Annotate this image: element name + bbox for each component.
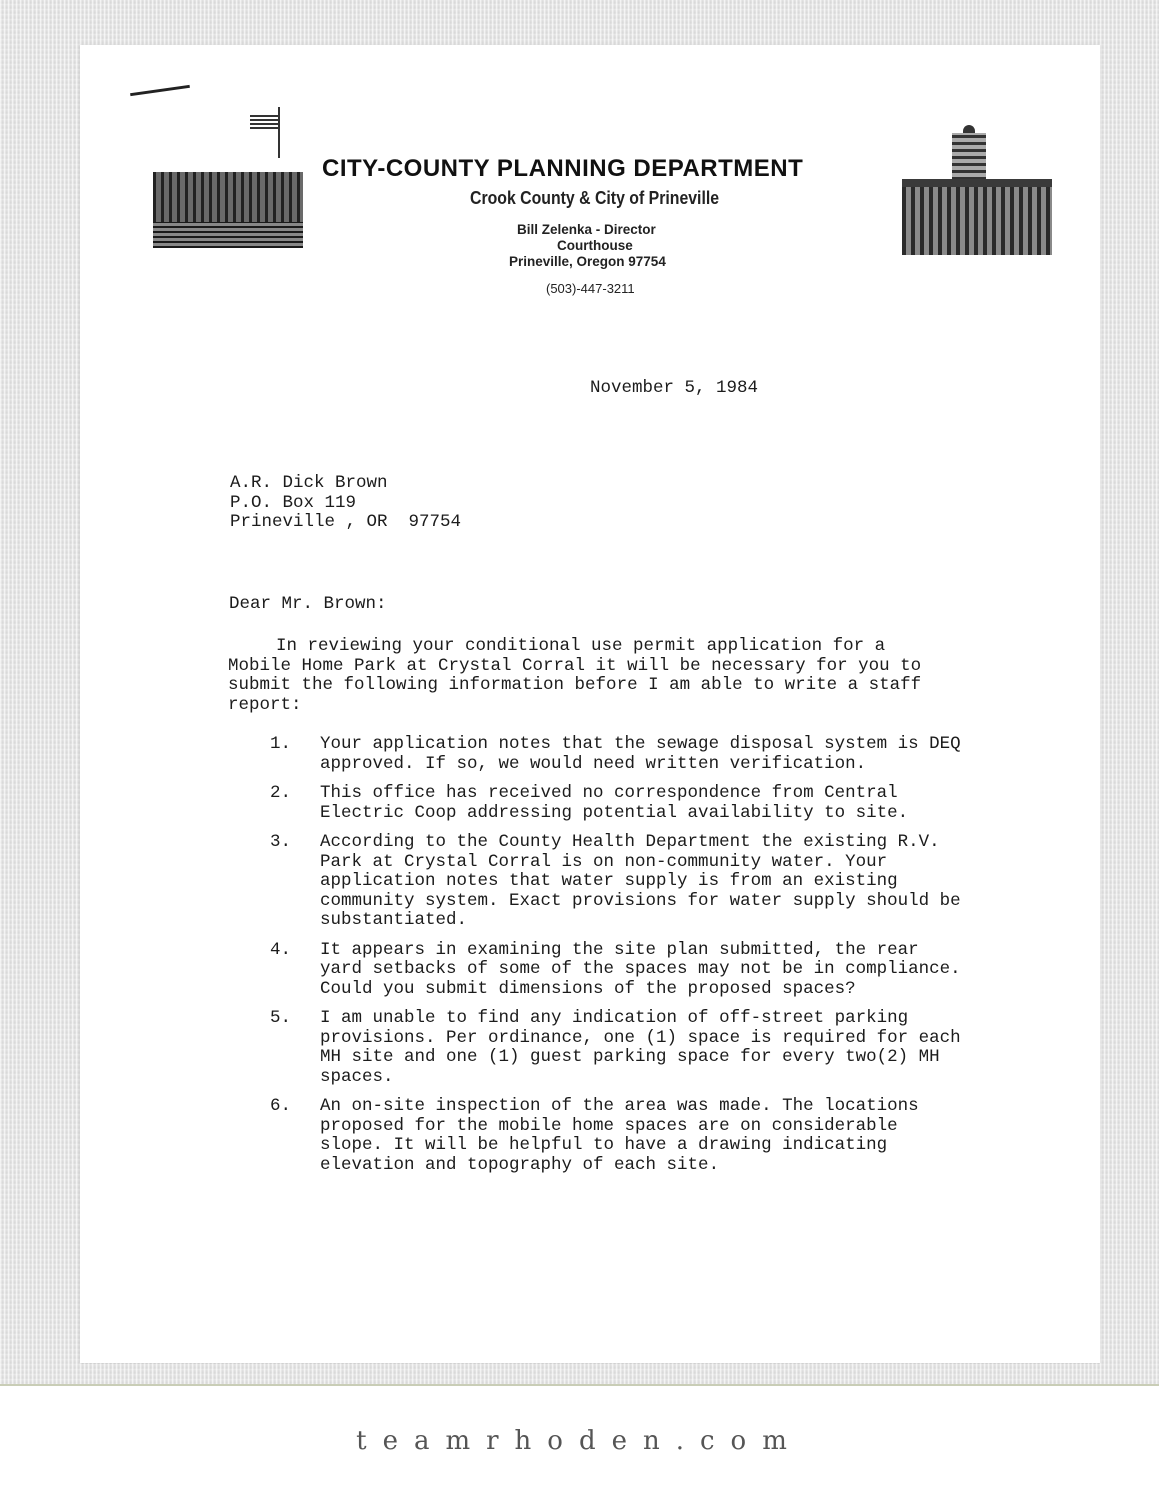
footer-divider bbox=[0, 1384, 1159, 1386]
item-number: 5. bbox=[270, 1008, 292, 1028]
department-subtitle: Crook County & City of Prineville bbox=[470, 188, 720, 208]
item-number: 2. bbox=[270, 783, 292, 803]
letter-date: November 5, 1984 bbox=[590, 378, 759, 398]
letter-page bbox=[80, 45, 1100, 1363]
department-title: CITY-COUNTY PLANNING DEPARTMENT bbox=[322, 155, 804, 182]
list-item bbox=[270, 784, 970, 823]
item-number: 1. bbox=[270, 734, 292, 754]
site-watermark: teamrhoden.com bbox=[356, 1426, 803, 1456]
director-line: Bill Zelenka - Director bbox=[517, 222, 656, 237]
address-line: Prineville , OR 97754 bbox=[230, 512, 462, 532]
address-line: A.R. Dick Brown bbox=[230, 473, 388, 493]
list-item bbox=[270, 833, 970, 931]
list-item bbox=[270, 1097, 970, 1175]
list-item bbox=[270, 941, 970, 1000]
building-line: Courthouse bbox=[557, 238, 633, 253]
list-item bbox=[270, 735, 970, 774]
courthouse-photo bbox=[902, 185, 1052, 255]
requirements-list bbox=[270, 735, 970, 1185]
item-text: Your application notes that the sewage disposal system is DEQ approved. If so, we would need written verification. bbox=[320, 734, 961, 774]
item-text: I am unable to find any indication of off-street parking provisions. Per ordinance, one (1) space is required for each MH site and one (1) guest parking space for every two(2) MH spaces. bbox=[320, 1008, 961, 1087]
phone-line: (503)-447-3211 bbox=[546, 281, 635, 296]
item-text: It appears in examining the site plan submitted, the rear yard setbacks of some of the spaces may not be in compliance. Could you submit dimensions of the proposed spaces? bbox=[320, 939, 961, 999]
flag-icon bbox=[250, 113, 278, 129]
intro-paragraph: In reviewing your conditional use permit application for a Mobile Home Park at Crystal Corral it will be necessary for you to submit the following information before I am able to write a staff report: bbox=[228, 636, 922, 715]
item-text: An on-site inspection of the area was made. The locations proposed for the mobile home spaces are on considerable slope. It will be helpful to have a drawing indicating elevation and topography of each site. bbox=[320, 1096, 919, 1175]
salutation: Dear Mr. Brown: bbox=[229, 594, 387, 614]
pen-mark bbox=[130, 85, 190, 96]
item-number: 6. bbox=[270, 1096, 292, 1116]
city-line: Prineville, Oregon 97754 bbox=[509, 254, 666, 269]
item-number: 4. bbox=[270, 939, 292, 960]
address-line: P.O. Box 119 bbox=[230, 492, 357, 513]
item-number: 3. bbox=[270, 832, 292, 852]
item-text: This office has received no correspondence from Central Electric Coop addressing potential availability to site. bbox=[320, 783, 909, 823]
office-building-photo bbox=[153, 158, 303, 248]
flagpole bbox=[278, 107, 280, 163]
recipient-address bbox=[230, 474, 461, 533]
list-item bbox=[270, 1009, 970, 1087]
item-text: According to the County Health Department the existing R.V. Park at Crystal Corral is on non-community water. Your application notes that water supply is from an existing community system. Exact provisions for water supply should be substantiated. bbox=[320, 832, 961, 930]
